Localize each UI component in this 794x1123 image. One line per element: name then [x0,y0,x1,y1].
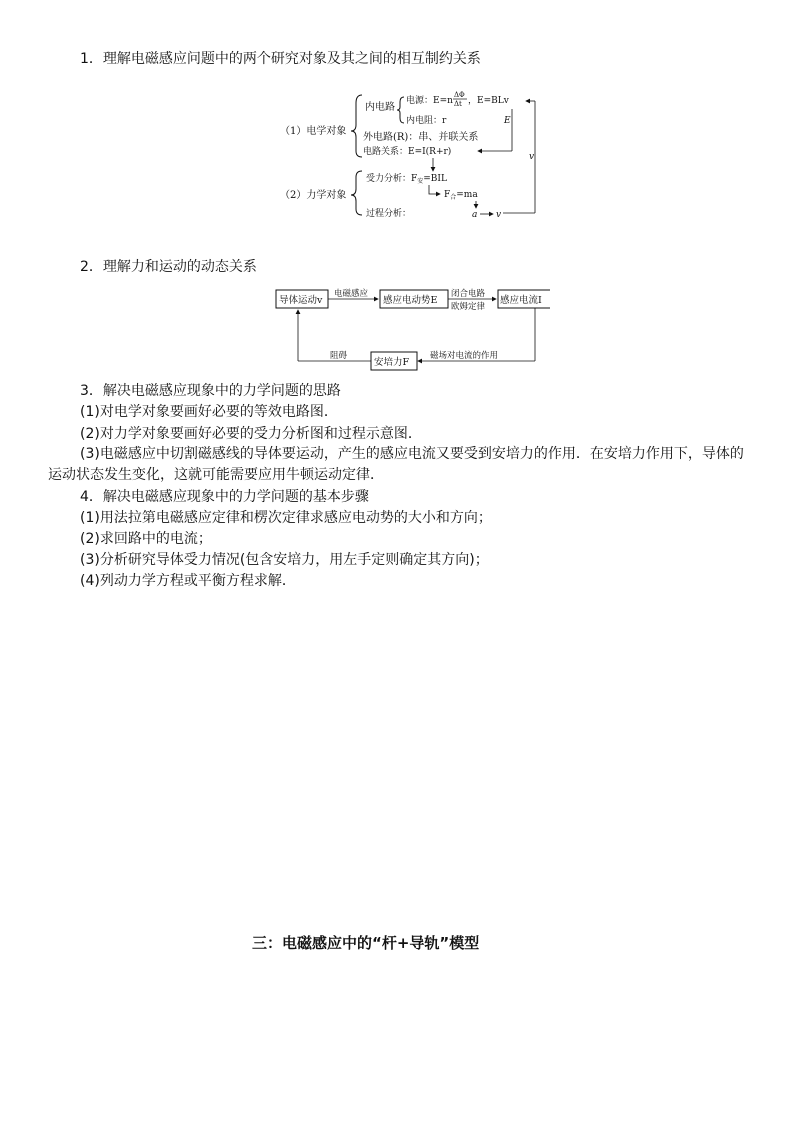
electric-object-label: （1）电学对象 [280,126,347,137]
connector-force-net [429,185,440,194]
brace-electric [351,95,362,157]
v2-label: v [496,210,502,220]
section3-item-1: (1)对电学对象要画好必要的等效电路图． [80,404,338,420]
a-label: a [472,210,478,220]
brace-inner [397,97,404,123]
mechanical-object-label: （2）力学对象 [280,190,347,201]
box-induced-emf-label: 感应电动势E [383,295,438,306]
brace-mechanical [351,171,362,215]
flux-numerator: ΔΦ [454,91,465,99]
net-force-label: $F_合=ma$ [444,190,478,201]
feedback-left-label: 阻碍 [330,351,348,361]
section-title: 三：电磁感应中的“杆+导轨”模型 [252,934,480,952]
source-formula: 电源：E=n [406,96,453,106]
outer-circuit-label: 外电路(R)：串、并联关系 [363,132,479,143]
arrow-1-label: 电磁感应 [334,289,369,299]
relationship-diagram [270,85,550,225]
inner-resistance-label: 内电阻：r [406,116,447,126]
section3-item-2: (2)对力学对象要画好必要的受力分析图和过程示意图． [80,426,422,442]
feedback-right-label: 磁场对电流的作用 [430,351,499,361]
emf-alt-formula: ，E=BLv [468,96,509,106]
section1-heading: 1．理解电磁感应问题中的两个研究对象及其之间的相互制约关系 [80,51,481,67]
box-conductor-motion-label: 导体运动v [279,295,323,306]
e-label: E [504,116,511,126]
section3-heading: 3．解决电磁感应现象中的力学问题的思路 [80,383,341,399]
box-induced-current-label: 感应电流I [500,295,542,306]
v-label: v [529,152,535,162]
force-analysis-label: 受力分析：$F_安=BIL$ [366,174,447,185]
section4-item-4: (4)列动力学方程或平衡方程求解． [80,573,296,589]
process-analysis-label: 过程分析： [366,209,412,219]
inner-circuit-label: 内电路 [365,102,395,113]
section2-heading: 2．理解力和运动的动态关系 [80,259,257,275]
section4-heading: 4．解决电磁感应现象中的力学问题的基本步骤 [80,489,369,505]
section3-item-3: (3)电磁感应中切割磁感线的导体要运动，产生的感应电流又要受到安培力的作用．在安培力作用下，导体的运动状态发生变化，这就可能需要应用牛顿运动定律． [48,446,744,483]
dynamics-flow-diagram [270,285,550,375]
circuit-relation-label: 电路关系：E=I(R+r) [363,147,452,157]
section4-item-3: (3)分析研究导体受力情况(包含安培力，用左手定则确定其方向)； [80,552,489,568]
flux-denominator: Δt [454,100,462,108]
arrow-2-label-bottom: 欧姆定律 [451,302,486,312]
arrow-2-label-top: 闭合电路 [451,289,486,299]
section4-item-1: (1)用法拉第电磁感应定律和楞次定律求感应电动势的大小和方向； [80,510,492,526]
section4-item-2: (2)求回路中的电流； [80,531,212,547]
box-ampere-force-label: 安培力F [374,357,410,368]
